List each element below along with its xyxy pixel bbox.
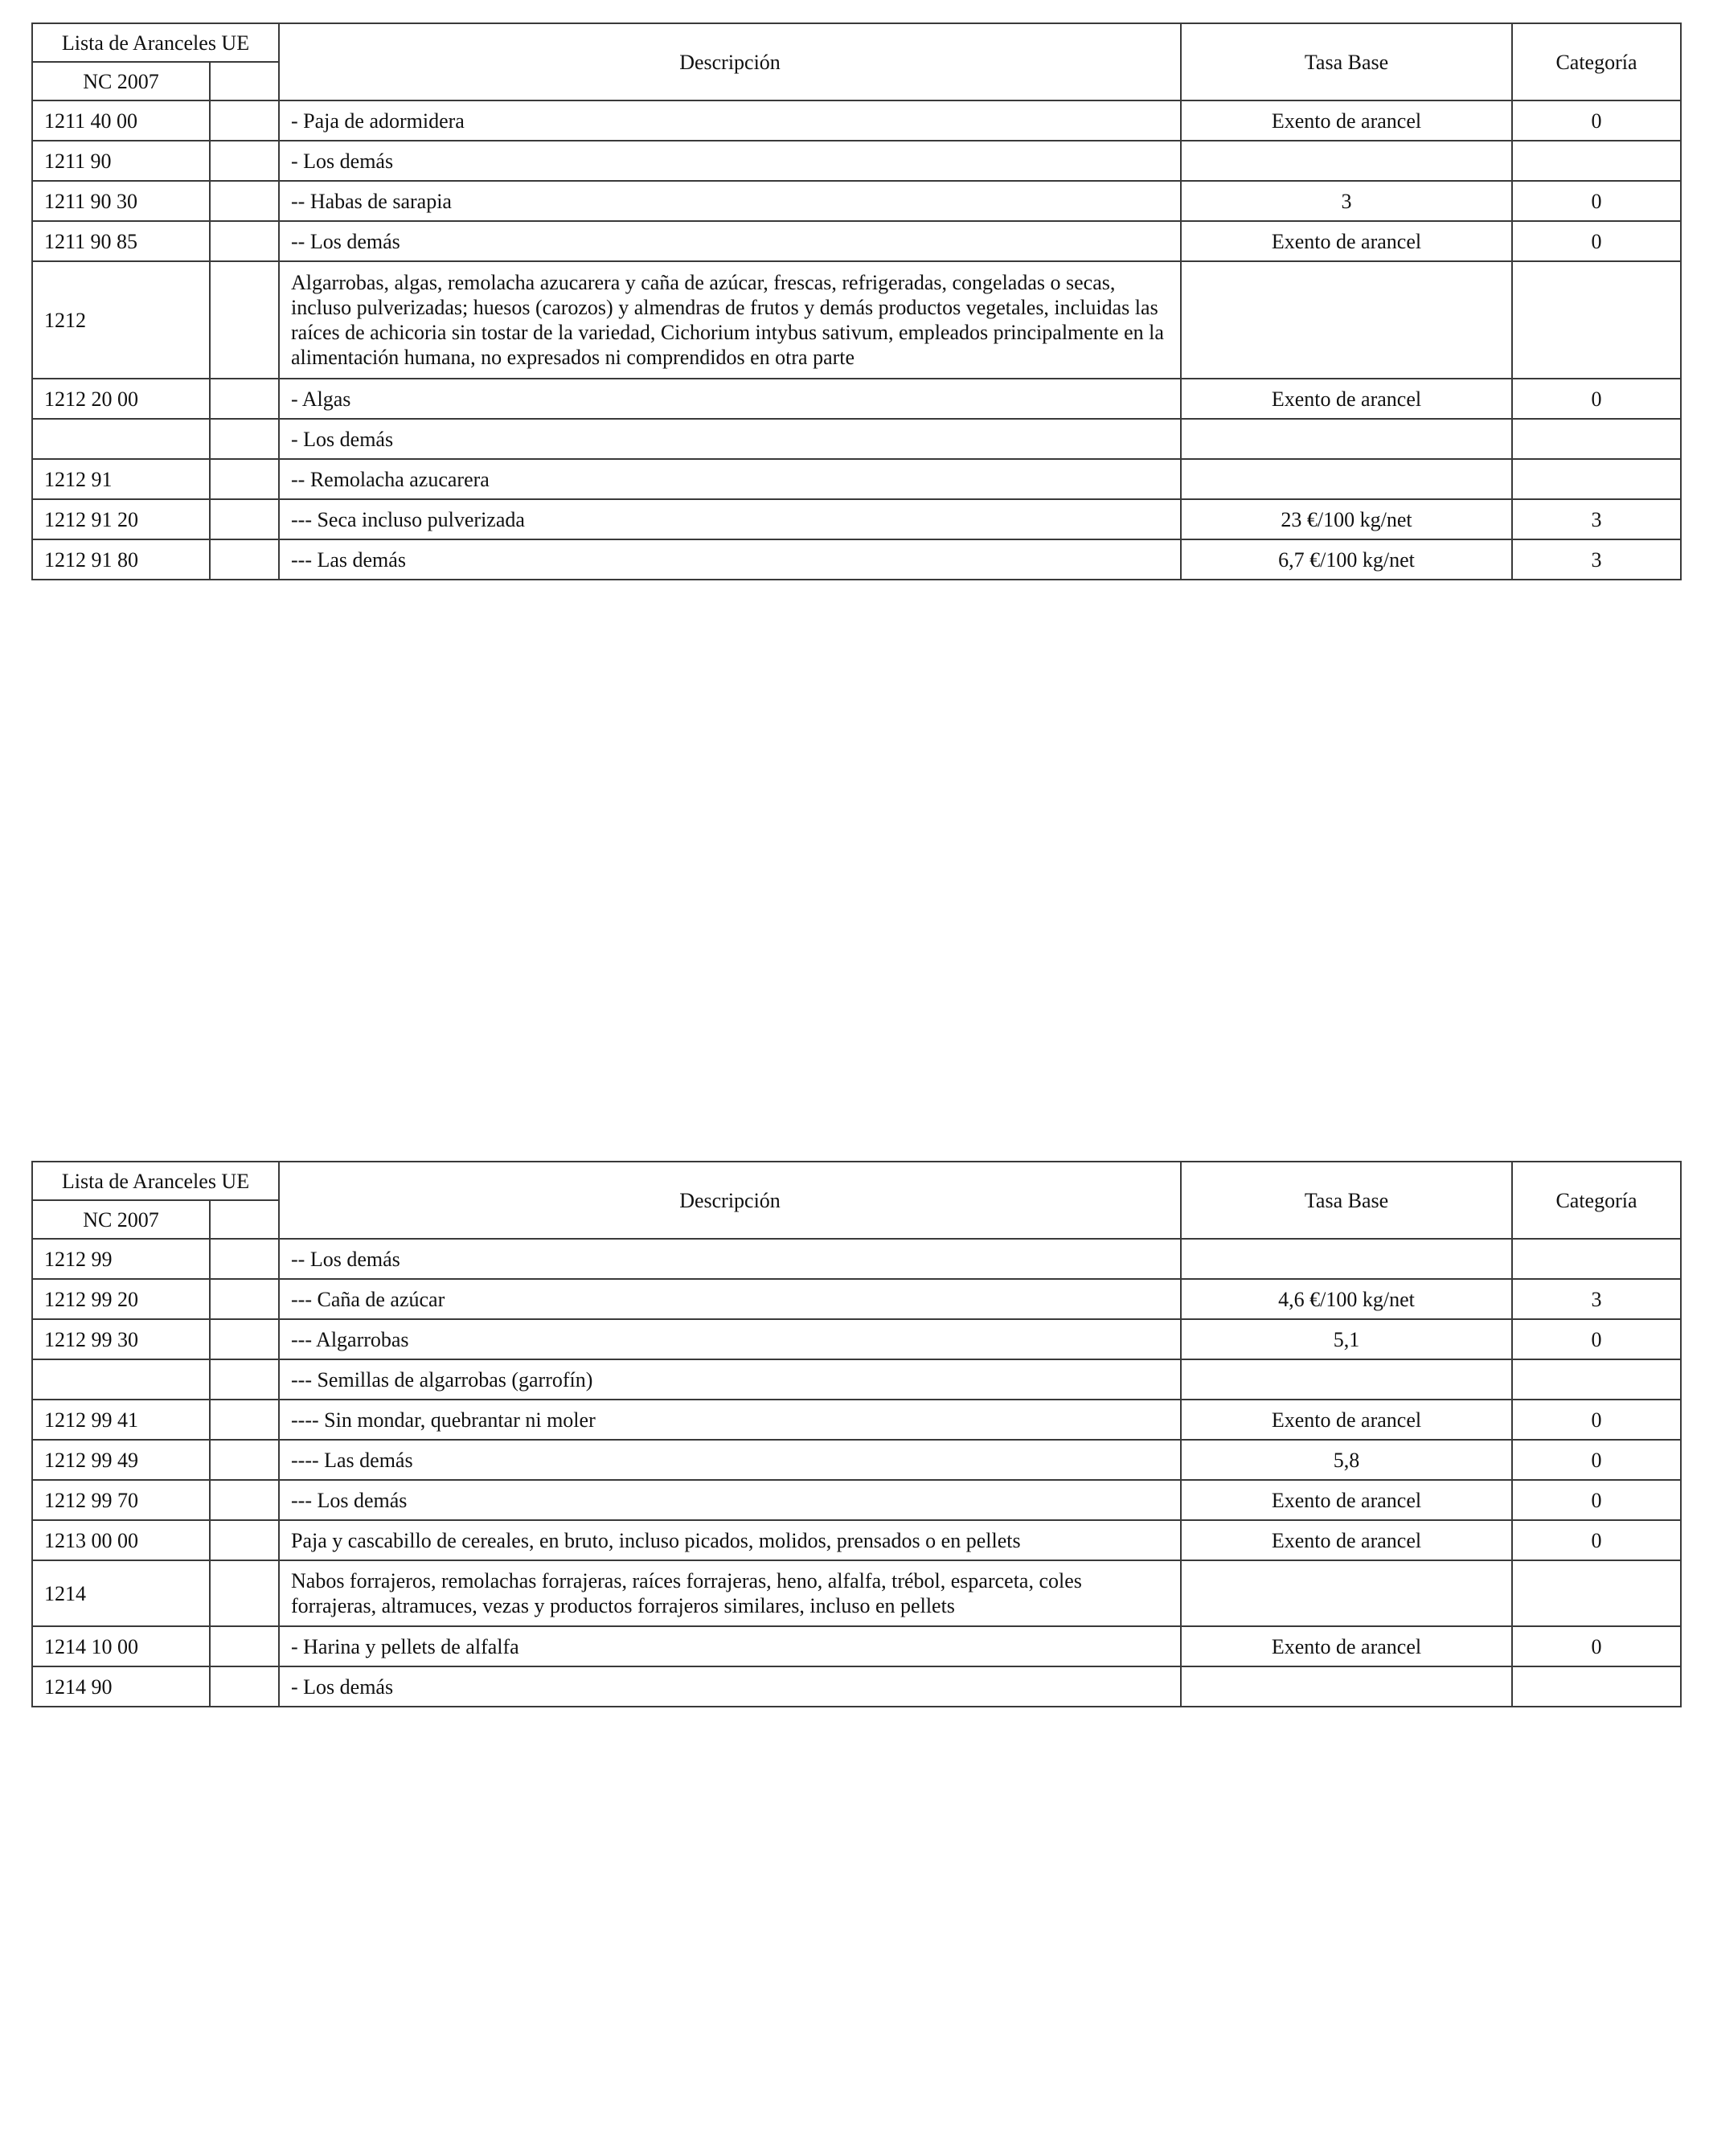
table-row xyxy=(32,459,1681,499)
category-cell xyxy=(1512,1359,1681,1400)
rate-cell: Exento de arancel xyxy=(1181,1400,1512,1440)
rate-cell: Exento de arancel xyxy=(1181,221,1512,261)
category-header: Categoría xyxy=(1512,23,1681,100)
rate-cell xyxy=(1181,1239,1512,1279)
category-cell: 3 xyxy=(1512,499,1681,539)
code-cell: 1212 99 20 xyxy=(32,1279,210,1319)
code-cell: 1214 xyxy=(32,1560,210,1626)
blank-cell xyxy=(210,1626,279,1666)
description-cell: - Los demás xyxy=(279,1666,1181,1707)
description-cell: --- Seca incluso pulverizada xyxy=(279,499,1181,539)
code-cell: 1212 xyxy=(32,261,210,379)
table-2-body xyxy=(32,1162,1681,1707)
blank-cell xyxy=(210,141,279,181)
table-row xyxy=(32,1520,1681,1560)
code-cell: 1213 00 00 xyxy=(32,1520,210,1560)
table-row xyxy=(32,1400,1681,1440)
rate-cell: 4,6 €/100 kg/net xyxy=(1181,1279,1512,1319)
rate-cell: 3 xyxy=(1181,181,1512,221)
description-cell: --- Semillas de algarrobas (garrofín) xyxy=(279,1359,1181,1400)
header-row-top xyxy=(32,23,1681,62)
code-cell xyxy=(32,419,210,459)
table-row xyxy=(32,419,1681,459)
category-cell: 3 xyxy=(1512,539,1681,580)
blank-cell xyxy=(210,499,279,539)
blank-cell xyxy=(210,1359,279,1400)
table-row xyxy=(32,1319,1681,1359)
category-cell: 0 xyxy=(1512,1520,1681,1560)
blank-cell xyxy=(210,1666,279,1707)
rate-cell: Exento de arancel xyxy=(1181,1626,1512,1666)
code-cell: 1212 99 41 xyxy=(32,1400,210,1440)
table-1-body xyxy=(32,23,1681,580)
description-cell: --- Caña de azúcar xyxy=(279,1279,1181,1319)
category-cell: 0 xyxy=(1512,221,1681,261)
category-cell xyxy=(1512,419,1681,459)
table-row xyxy=(32,1359,1681,1400)
category-header: Categoría xyxy=(1512,1162,1681,1239)
tariff-table-1 xyxy=(31,23,1682,580)
description-cell: -- Los demás xyxy=(279,221,1181,261)
description-cell: - Los demás xyxy=(279,419,1181,459)
description-cell: --- Algarrobas xyxy=(279,1319,1181,1359)
blank-cell xyxy=(210,1560,279,1626)
table-row xyxy=(32,539,1681,580)
code-cell: 1214 10 00 xyxy=(32,1626,210,1666)
code-cell: 1212 99 70 xyxy=(32,1480,210,1520)
blank-cell xyxy=(210,459,279,499)
table-row xyxy=(32,141,1681,181)
list-header: Lista de Aranceles UE xyxy=(32,1162,279,1200)
code-cell: 1212 91 80 xyxy=(32,539,210,580)
table-row xyxy=(32,181,1681,221)
code-cell: 1211 90 xyxy=(32,141,210,181)
blank-cell xyxy=(210,1480,279,1520)
category-cell xyxy=(1512,141,1681,181)
table-row xyxy=(32,379,1681,419)
table-row xyxy=(32,499,1681,539)
category-cell: 0 xyxy=(1512,1319,1681,1359)
table-row xyxy=(32,1480,1681,1520)
blank-cell xyxy=(210,539,279,580)
table-row xyxy=(32,1440,1681,1480)
description-cell: -- Los demás xyxy=(279,1239,1181,1279)
blank-cell xyxy=(210,100,279,141)
description-cell: - Paja de adormidera xyxy=(279,100,1181,141)
rate-cell xyxy=(1181,261,1512,379)
blank-cell xyxy=(210,1520,279,1560)
table-row xyxy=(32,261,1681,379)
code-cell: 1211 90 30 xyxy=(32,181,210,221)
code-cell: 1214 90 xyxy=(32,1666,210,1707)
rate-cell: Exento de arancel xyxy=(1181,1480,1512,1520)
table-row xyxy=(32,1626,1681,1666)
table-row xyxy=(32,1560,1681,1626)
blank-cell xyxy=(210,419,279,459)
code-cell: 1211 90 85 xyxy=(32,221,210,261)
table-row xyxy=(32,1239,1681,1279)
code-cell: 1211 40 00 xyxy=(32,100,210,141)
table-row xyxy=(32,100,1681,141)
category-cell xyxy=(1512,1666,1681,1707)
blank-cell xyxy=(210,1239,279,1279)
code-cell xyxy=(32,1359,210,1400)
description-cell: Nabos forrajeros, remolachas forrajeras, raíces forrajeras, heno, alfalfa, trébol, esparceta, coles forrajeras, altramuces, vezas y productos forrajeros similares, incluso en pellets xyxy=(279,1560,1181,1626)
blank-cell xyxy=(210,1319,279,1359)
code-cell: 1212 99 30 xyxy=(32,1319,210,1359)
rate-cell xyxy=(1181,1666,1512,1707)
code-cell: 1212 91 xyxy=(32,459,210,499)
category-cell: 0 xyxy=(1512,1440,1681,1480)
category-cell xyxy=(1512,1239,1681,1279)
rate-cell xyxy=(1181,1359,1512,1400)
description-cell: -- Remolacha azucarera xyxy=(279,459,1181,499)
rate-cell: 23 €/100 kg/net xyxy=(1181,499,1512,539)
category-cell xyxy=(1512,1560,1681,1626)
category-cell: 0 xyxy=(1512,1626,1681,1666)
table-row xyxy=(32,221,1681,261)
blank-header-cell xyxy=(210,62,279,100)
description-cell: ---- Las demás xyxy=(279,1440,1181,1480)
description-cell: --- Los demás xyxy=(279,1480,1181,1520)
rate-cell xyxy=(1181,459,1512,499)
blank-cell xyxy=(210,181,279,221)
table-row xyxy=(32,1279,1681,1319)
list-header: Lista de Aranceles UE xyxy=(32,23,279,62)
category-cell: 0 xyxy=(1512,1400,1681,1440)
base-rate-header: Tasa Base xyxy=(1181,1162,1512,1239)
rate-cell xyxy=(1181,141,1512,181)
rate-cell: Exento de arancel xyxy=(1181,379,1512,419)
category-cell xyxy=(1512,261,1681,379)
tariff-table-2 xyxy=(31,1161,1682,1707)
rate-cell xyxy=(1181,419,1512,459)
blank-cell xyxy=(210,1440,279,1480)
rate-cell: 5,8 xyxy=(1181,1440,1512,1480)
category-cell: 0 xyxy=(1512,1480,1681,1520)
blank-cell xyxy=(210,379,279,419)
category-cell: 0 xyxy=(1512,100,1681,141)
description-cell: ---- Sin mondar, quebrantar ni moler xyxy=(279,1400,1181,1440)
nc-header: NC 2007 xyxy=(32,62,210,100)
blank-cell xyxy=(210,261,279,379)
blank-cell xyxy=(210,221,279,261)
rate-cell: Exento de arancel xyxy=(1181,100,1512,141)
category-cell xyxy=(1512,459,1681,499)
rate-cell xyxy=(1181,1560,1512,1626)
rate-cell: 6,7 €/100 kg/net xyxy=(1181,539,1512,580)
table-row xyxy=(32,1666,1681,1707)
description-cell: Algarrobas, algas, remolacha azucarera y caña de azúcar, frescas, refrigeradas, congeladas o secas, incluso pulverizadas; huesos (carozos) y almendras de frutos y demás productos vegetales, incluidas las raíces de achicoria sin tostar de la variedad, Cichorium intybus sativum, empleados principalmente en la alimentación humana, no expresados ni comprendidos en otra parte xyxy=(279,261,1181,379)
description-cell: -- Habas de sarapia xyxy=(279,181,1181,221)
description-cell: Paja y cascabillo de cereales, en bruto, incluso picados, molidos, prensados o en pellets xyxy=(279,1520,1181,1560)
blank-header-cell xyxy=(210,1200,279,1239)
description-header: Descripción xyxy=(279,1162,1181,1239)
rate-cell: Exento de arancel xyxy=(1181,1520,1512,1560)
rate-cell: 5,1 xyxy=(1181,1319,1512,1359)
description-cell: - Algas xyxy=(279,379,1181,419)
description-cell: - Los demás xyxy=(279,141,1181,181)
code-cell: 1212 99 49 xyxy=(32,1440,210,1480)
code-cell: 1212 99 xyxy=(32,1239,210,1279)
description-header: Descripción xyxy=(279,23,1181,100)
description-cell: --- Las demás xyxy=(279,539,1181,580)
code-cell: 1212 91 20 xyxy=(32,499,210,539)
category-cell: 0 xyxy=(1512,379,1681,419)
blank-cell xyxy=(210,1400,279,1440)
category-cell: 3 xyxy=(1512,1279,1681,1319)
description-cell: - Harina y pellets de alfalfa xyxy=(279,1626,1181,1666)
base-rate-header: Tasa Base xyxy=(1181,23,1512,100)
blank-cell xyxy=(210,1279,279,1319)
nc-header: NC 2007 xyxy=(32,1200,210,1239)
category-cell: 0 xyxy=(1512,181,1681,221)
header-row-top xyxy=(32,1162,1681,1200)
code-cell: 1212 20 00 xyxy=(32,379,210,419)
